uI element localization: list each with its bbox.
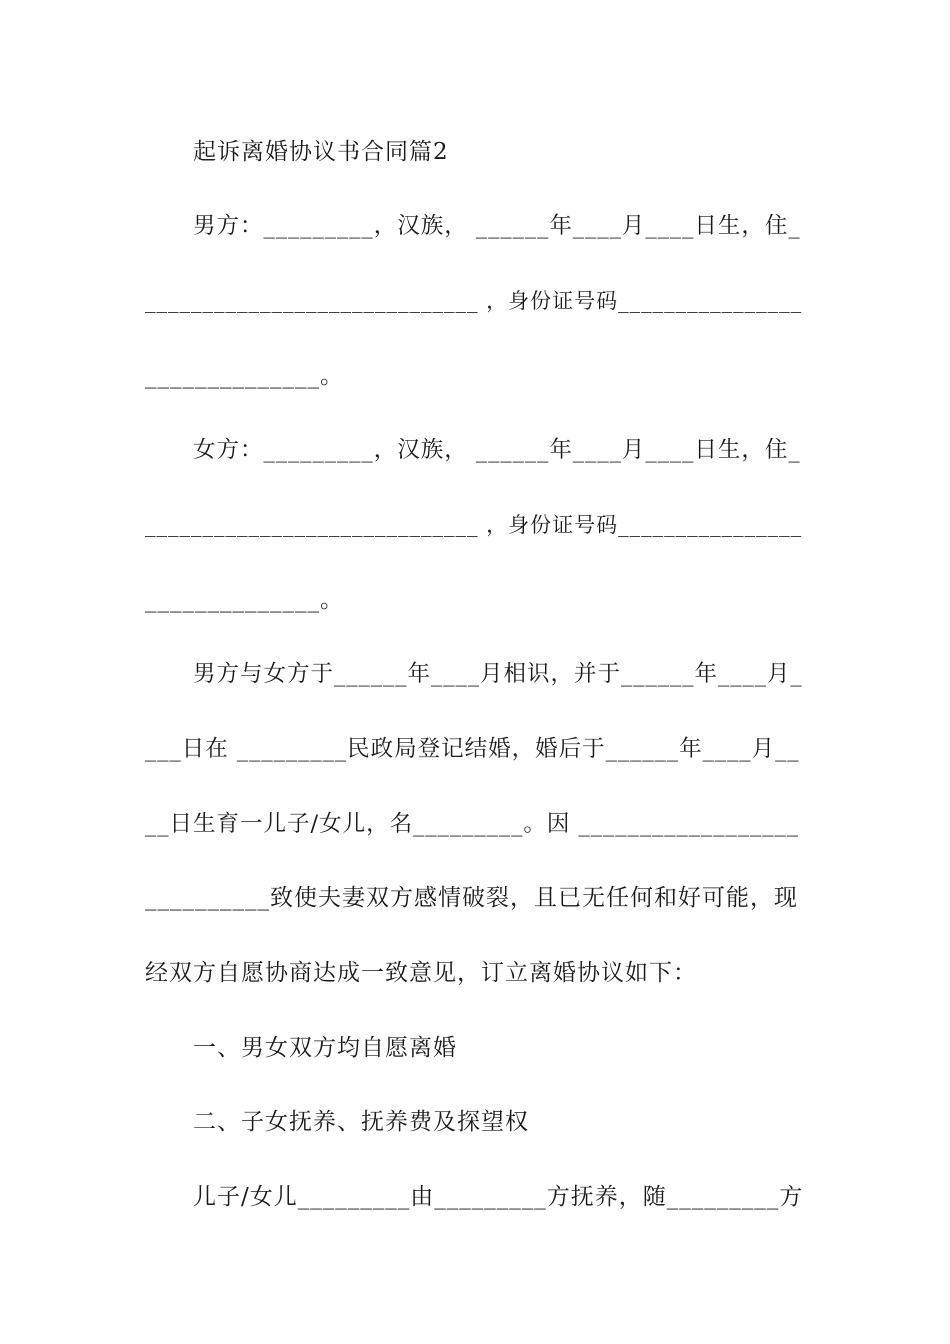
paragraph-line: ___日在 _________民政局登记结婚，婚后于______年____月__ bbox=[145, 736, 800, 762]
paragraph-line: __________致使夫妻双方感情破裂，且已无任何和好可能，现 bbox=[145, 885, 798, 911]
paragraph-line: 男方与女方于______年____月相识，并于______年____月_ bbox=[193, 661, 803, 687]
paragraph-line: 男方：_________，汉族， ______年____月____日生，住_ bbox=[193, 213, 801, 239]
paragraph-line: 二、子女抚养、抚养费及探望权 bbox=[193, 1109, 529, 1135]
paragraph-line: 一、男女双方均自愿离婚 bbox=[193, 1035, 457, 1061]
paragraph-line: 经双方自愿协商达成一致意见，订立离婚协议如下： bbox=[145, 960, 697, 986]
paragraph-line: 儿子/女儿_________由_________方抚养，随_________方 bbox=[193, 1184, 804, 1210]
paragraph-line: ______________。 bbox=[145, 363, 344, 389]
paragraph-line: ______________。 bbox=[145, 587, 344, 613]
paragraph-line: 女方：_________，汉族， ______年____月____日生，住_ bbox=[193, 437, 801, 463]
paragraph-line: __日生育一儿子/女儿，名_________。因 __________________ bbox=[145, 811, 799, 837]
paragraph-line: _____________________________ ，身份证号码________________ bbox=[145, 513, 803, 537]
document-title: 起诉离婚协议书合同篇2 bbox=[193, 139, 449, 165]
paragraph-line: _____________________________ ，身份证号码________________ bbox=[145, 289, 803, 313]
